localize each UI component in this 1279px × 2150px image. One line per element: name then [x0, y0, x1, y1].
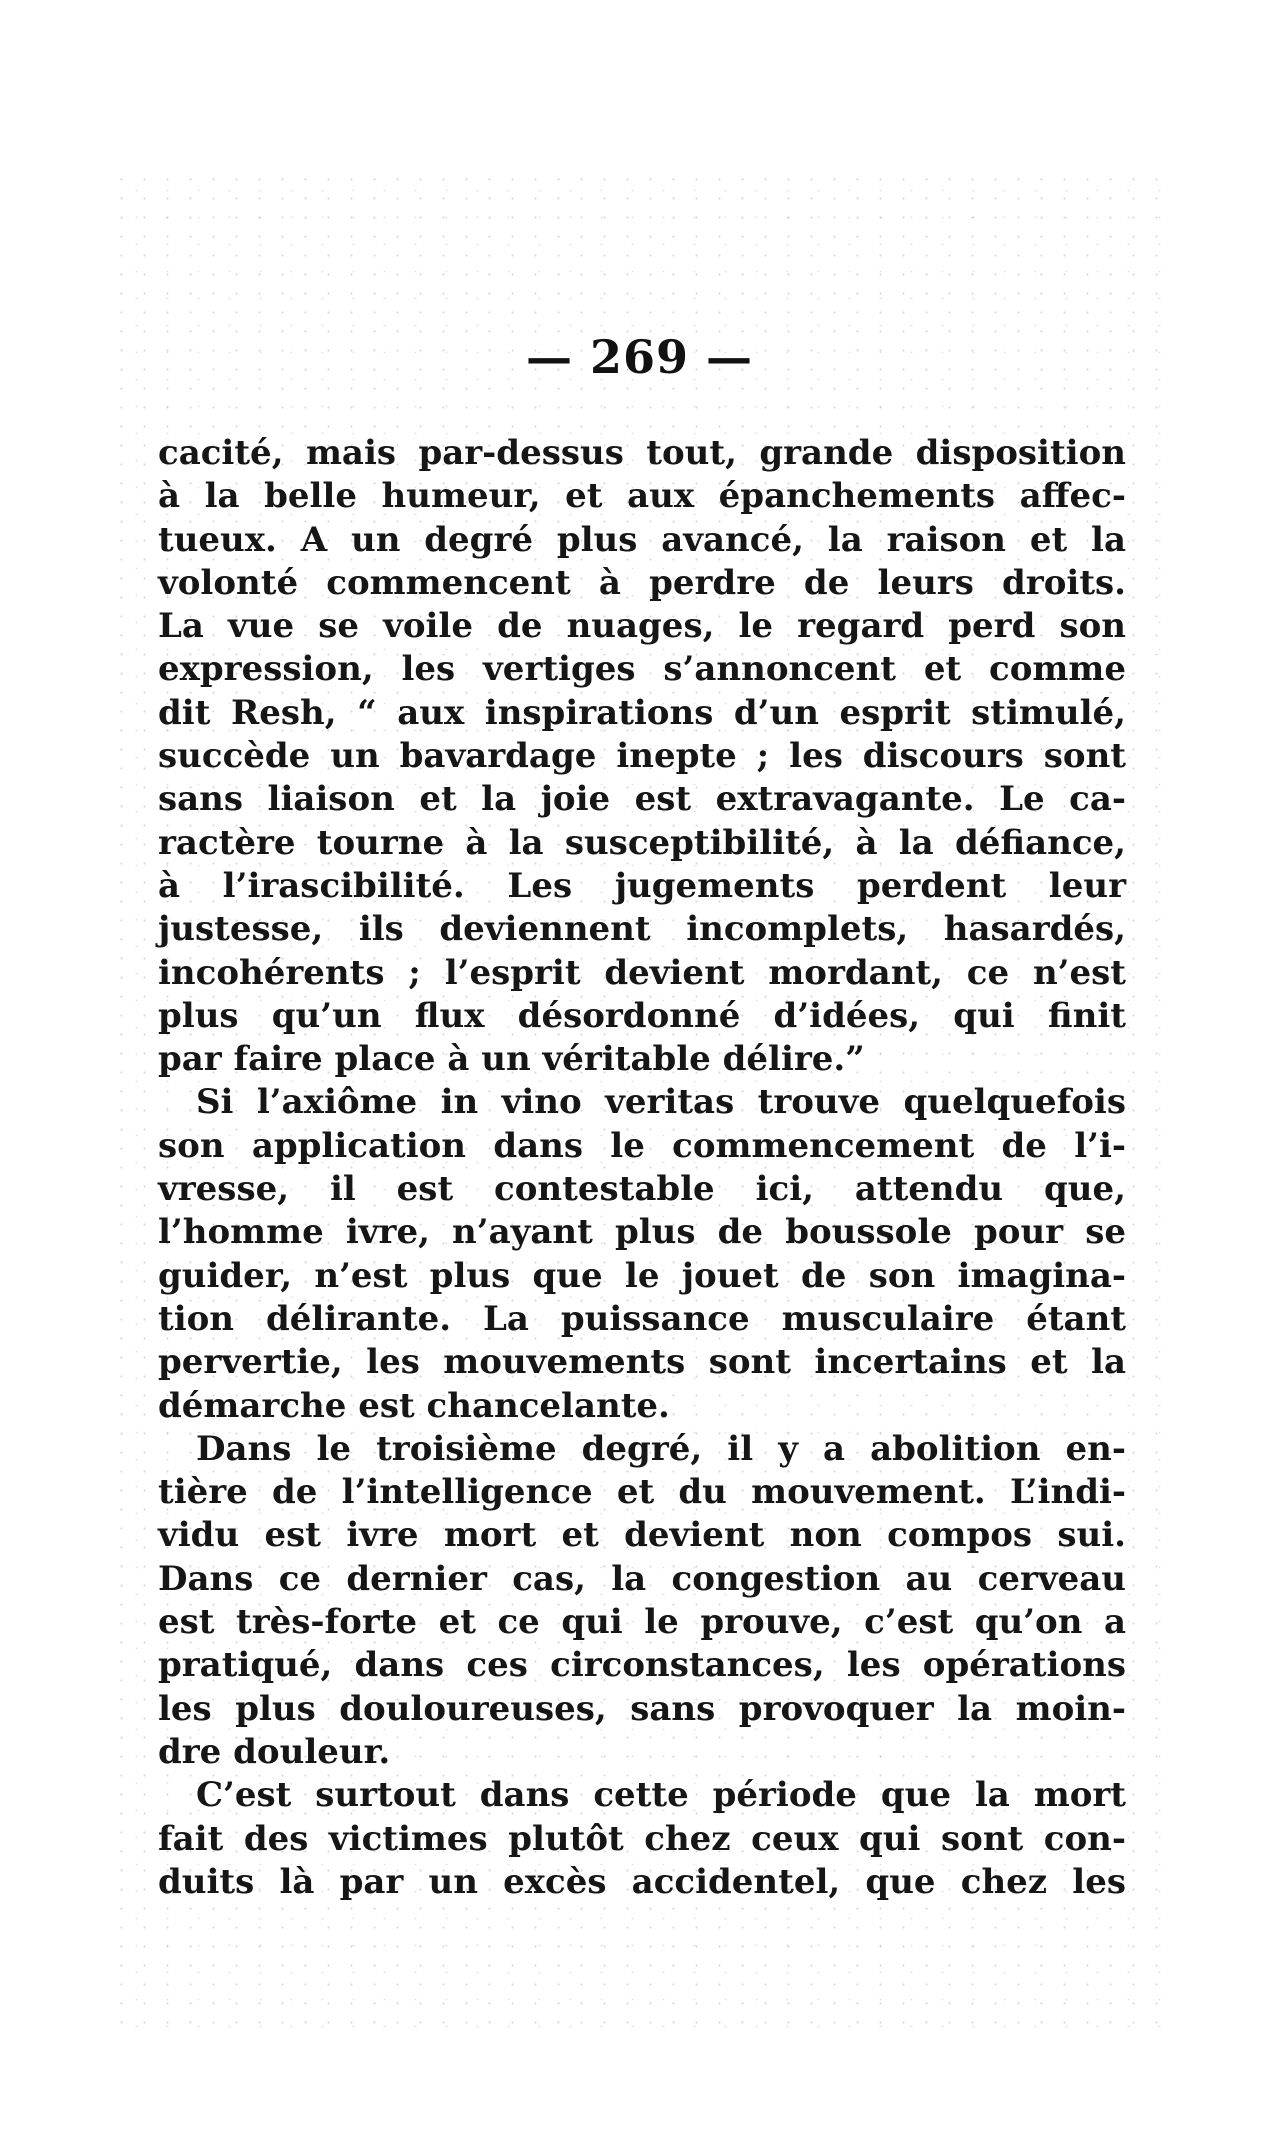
text-line: dre douleur.: [158, 1731, 391, 1772]
text-line: pratiqué, dans ces circonstances, les opérations: [158, 1645, 1126, 1686]
text-line: fait des victimes plutôt chez ceux qui sont con-: [158, 1818, 1126, 1859]
text-line: est très-forte et ce qui le prouve, c’est qu’on a: [158, 1602, 1126, 1643]
text-line: C’est surtout dans cette période que la mort: [196, 1775, 1126, 1816]
text-line: duits là par un excès accidentel, que chez les: [158, 1861, 1126, 1902]
text-line: son application dans le commencement de l’i-: [158, 1125, 1126, 1166]
page-body-text: [158, 432, 1126, 1904]
text-line: les plus douloureuses, sans provoquer la moin-: [158, 1688, 1126, 1729]
text-line: volonté commencent à perdre de leurs droits.: [158, 562, 1126, 603]
text-line: incohérents ; l’esprit devient mordant, ce n’est: [158, 952, 1126, 993]
text-line: vresse, il est contestable ici, attendu que,: [158, 1169, 1126, 1210]
page-number-header: — 269 —: [525, 330, 754, 384]
text-line: démarche est chancelante.: [158, 1385, 670, 1426]
text-line: à l’irascibilité. Les jugements perdent leur: [158, 865, 1126, 906]
text-line: tière de l’intelligence et du mouvement. L’indi-: [158, 1472, 1126, 1513]
text-line: expression, les vertiges s’annoncent et comme: [158, 649, 1126, 690]
text-line: dit Resh, “ aux inspirations d’un esprit stimulé,: [158, 692, 1126, 733]
text-line: La vue se voile de nuages, le regard perd son: [158, 606, 1126, 647]
text-line: l’homme ivre, n’ayant plus de boussole pour se: [158, 1212, 1126, 1253]
text-line: tueux. A un degré plus avancé, la raison et la: [158, 519, 1126, 560]
text-line: cacité, mais par-dessus tout, grande disposition: [158, 433, 1126, 473]
text-line: pervertie, les mouvements sont incertains et la: [158, 1342, 1126, 1383]
text-line: tion délirante. La puissance musculaire étant: [158, 1298, 1126, 1339]
text-line: ractère tourne à la susceptibilité, à la défiance,: [158, 822, 1126, 863]
text-line: Dans ce dernier cas, la congestion au cerveau: [158, 1558, 1126, 1599]
text-line: succède un bavardage inepte ; les discours sont: [158, 736, 1126, 777]
text-line: vidu est ivre mort et devient non compos sui.: [158, 1515, 1126, 1556]
text-line: par faire place à un véritable délire.”: [158, 1039, 865, 1080]
text-line: guider, n’est plus que le jouet de son imagina-: [158, 1255, 1126, 1296]
text-line: à la belle humeur, et aux épanchements affec-: [158, 476, 1126, 517]
text-line: justesse, ils deviennent incomplets, hasardés,: [158, 909, 1126, 950]
text-line: sans liaison et la joie est extravagante. Le ca-: [158, 779, 1126, 820]
text-line: Dans le troisième degré, il y a abolition en-: [196, 1428, 1126, 1469]
text-line: plus qu’un flux désordonné d’idées, qui finit: [158, 995, 1126, 1036]
text-line: Si l’axiôme in vino veritas trouve quelquefois: [196, 1082, 1126, 1123]
